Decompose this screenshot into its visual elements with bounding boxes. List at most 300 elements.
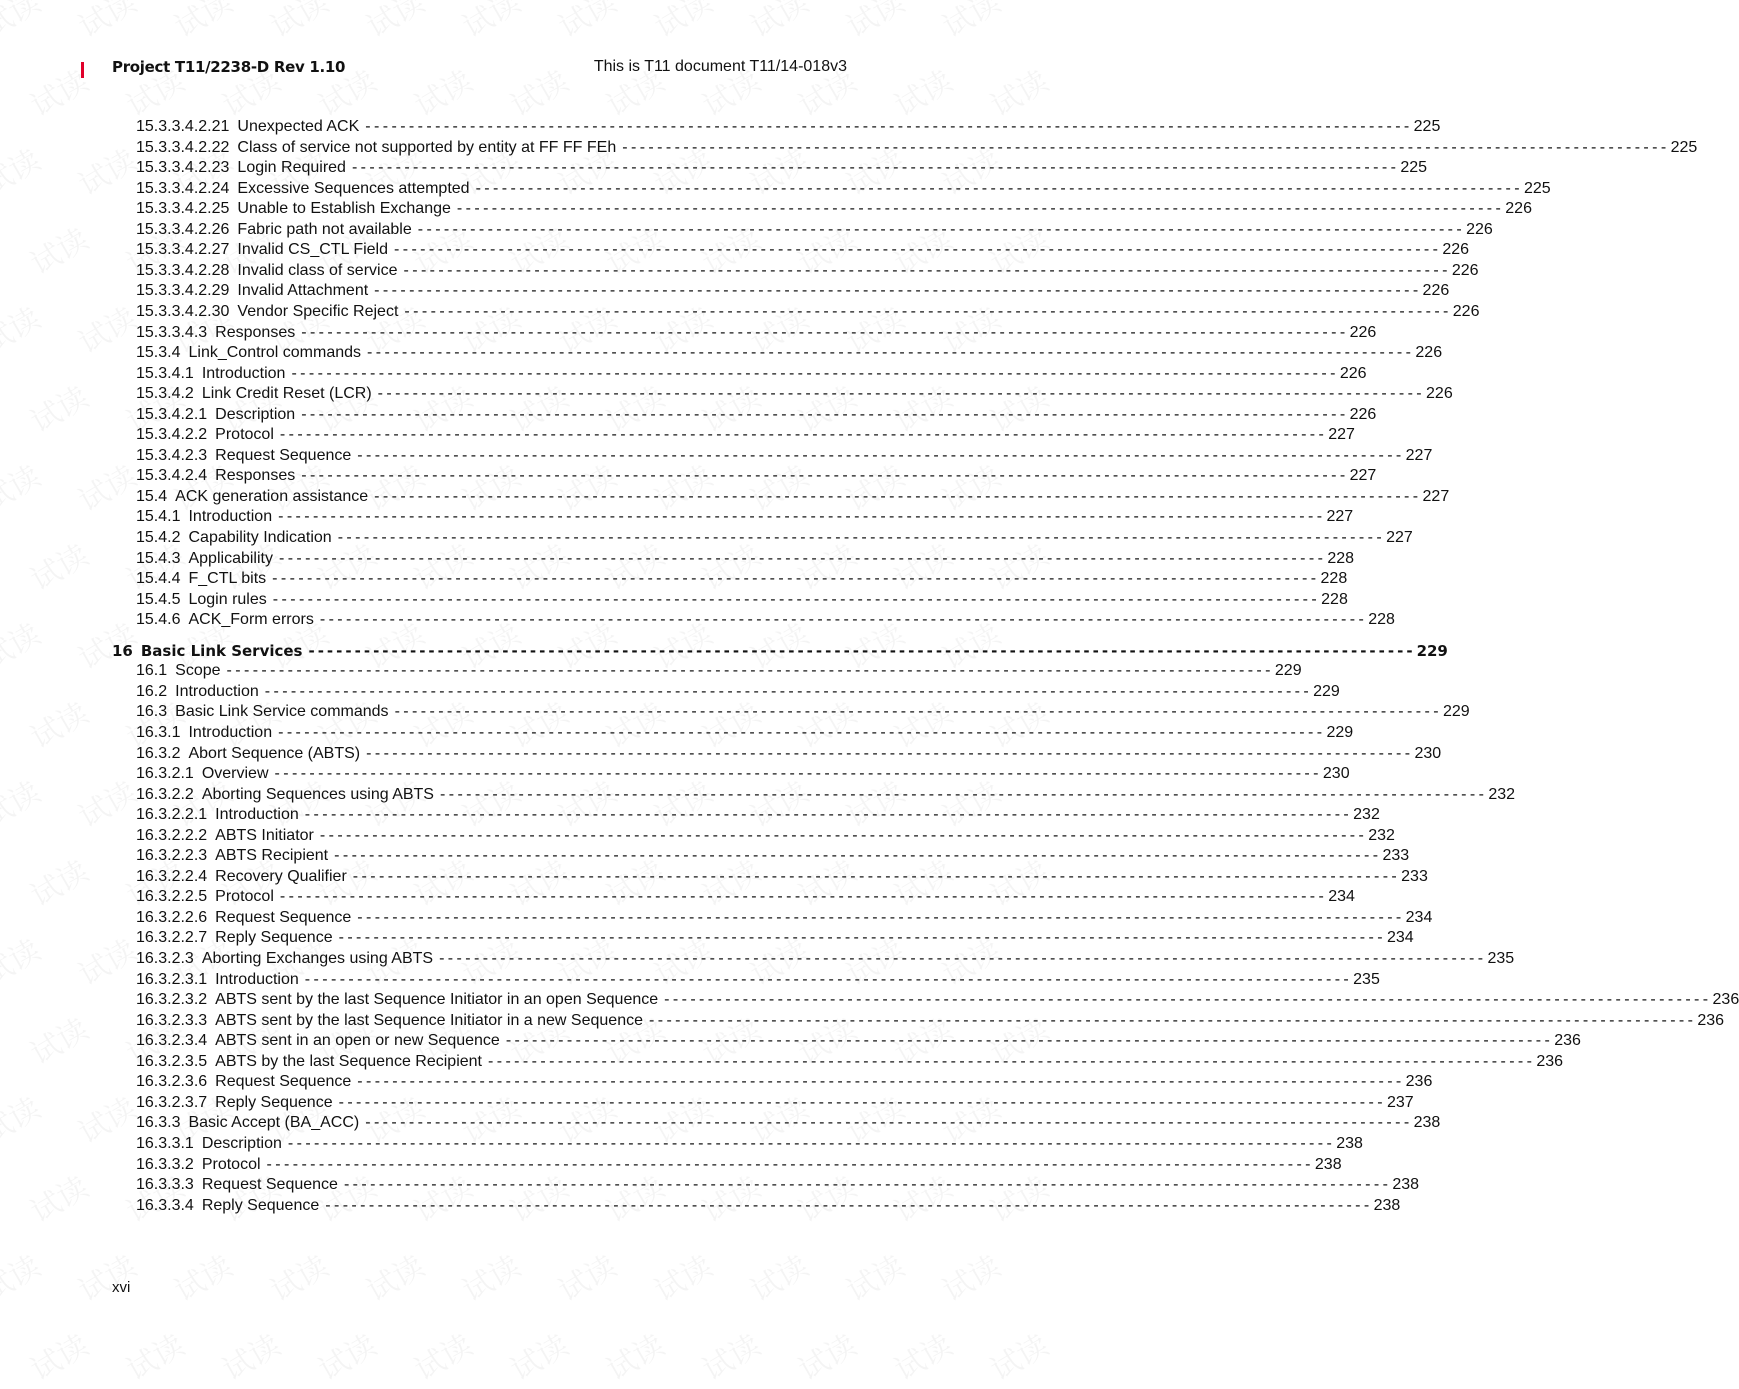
toc-dot-leader: ------------------------------------------------------------------------------------------------------------------------ — [272, 570, 1320, 588]
toc-entry-page: 227 — [1405, 446, 1433, 464]
toc-entry-number: 15.3.4.1 — [136, 364, 194, 382]
toc-entry[interactable] — [136, 744, 1442, 766]
toc-entry[interactable] — [136, 1155, 1342, 1177]
toc-entry-number: 15.4.4 — [136, 570, 181, 588]
toc-entry-page: 235 — [1487, 950, 1515, 967]
toc-entry-page: 226 — [1415, 344, 1443, 362]
toc-dot-leader: ------------------------------------------------------------------------------------------------------------------------ — [374, 487, 1422, 505]
toc-entry-page: 229 — [1416, 641, 1448, 660]
toc-entry-number: 15.3.3.4.2.25 — [136, 200, 230, 218]
toc-entry-title: Vendor Specific Reject — [237, 302, 399, 320]
watermark-mark — [165, 0, 239, 46]
toc-entry-title: Aborting Exchanges using ABTS — [201, 950, 434, 967]
toc-entry-page: 233 — [1401, 867, 1428, 885]
toc-entry[interactable] — [136, 970, 1380, 992]
toc-entry-title: Invalid CS_CTL Field — [237, 241, 388, 259]
toc-dot-leader: ------------------------------------------------------------------------------------------------------------------------ — [394, 241, 1442, 259]
toc-dot-leader: ------------------------------------------------------------------------------------------------------------------------ — [279, 888, 1328, 906]
toc-entry[interactable] — [136, 1114, 1441, 1135]
watermark-mark — [501, 57, 575, 125]
toc-entry-number: 15.4.1 — [136, 508, 181, 526]
toc-dot-leader: ------------------------------------------------------------------------------------------------------------------------ — [374, 282, 1422, 300]
toc-entry-number: 16.3.2.3.1 — [136, 970, 208, 988]
toc-entry[interactable] — [136, 682, 1340, 704]
toc-entry-page: 226 — [1426, 385, 1453, 403]
toc-entry-page: 228 — [1327, 549, 1355, 567]
toc-dot-leader: ------------------------------------------------------------------------------------------------------------------------ — [304, 970, 1353, 988]
toc-entry-title: Introduction — [201, 364, 286, 382]
toc-entry-page: 234 — [1328, 888, 1355, 906]
toc-entry-page: 226 — [1505, 200, 1532, 218]
toc-entry-page: 225 — [1670, 138, 1698, 156]
toc-entry[interactable] — [136, 426, 1355, 447]
toc-dot-leader: ------------------------------------------------------------------------------------------------------------------------ — [319, 826, 1368, 844]
toc-entry-title: Capability Indication — [188, 529, 332, 546]
watermark-mark — [309, 1321, 383, 1389]
toc-entry[interactable] — [136, 549, 1355, 571]
toc-dot-leader: ------------------------------------------------------------------------------------------------------------------------ — [264, 682, 1313, 700]
toc-entry-number: 15.4.6 — [136, 611, 181, 629]
toc-entry-title: Request Sequence — [215, 1073, 352, 1091]
toc-dot-leader: ------------------------------------------------------------------------------------------------------------------------ — [343, 1176, 1392, 1194]
watermark-mark — [21, 1005, 95, 1073]
toc-entry[interactable] — [136, 950, 1515, 971]
toc-dot-leader: ------------------------------------------------------------------------------------------------------------------------ — [291, 364, 1339, 382]
page-number: xvi — [112, 1279, 131, 1296]
toc-entry-page: 238 — [1373, 1196, 1401, 1214]
toc-entry-title: Protocol — [201, 1155, 261, 1173]
watermark-mark — [405, 1321, 479, 1389]
toc-entry[interactable] — [136, 344, 1443, 365]
toc-dot-leader: ------------------------------------------------------------------------------------------------------------------------ — [352, 867, 1401, 885]
toc-entry-number: 16.3.2.3.7 — [136, 1093, 208, 1111]
toc-dot-leader: ------------------------------------------------------------------------------------------------------------------------ — [274, 765, 1322, 783]
watermark-mark — [0, 610, 47, 678]
toc-entry[interactable] — [136, 385, 1453, 406]
toc-chapter-entry[interactable] — [112, 641, 1448, 663]
toc-entry-number: 16.3.2.3.2 — [136, 991, 208, 1009]
toc-entry[interactable] — [136, 826, 1395, 848]
watermark-mark — [69, 1084, 143, 1152]
toc-entry-page: 236 — [1405, 1073, 1433, 1091]
toc-entry-number: 15.3.3.4.2.24 — [136, 179, 230, 197]
toc-entry-title: Login Required — [237, 159, 346, 177]
revision-bar — [81, 62, 84, 78]
watermark-mark — [0, 1084, 47, 1152]
toc-dot-leader: ------------------------------------------------------------------------------------------------------------------------ — [304, 806, 1353, 824]
watermark-mark — [0, 0, 47, 46]
toc-entry-title: Invalid Attachment — [237, 282, 369, 300]
toc-entry-number: 16.3.3.3 — [136, 1176, 194, 1194]
toc-entry-page: 227 — [1328, 426, 1355, 444]
watermark-mark — [885, 57, 959, 125]
toc-entry-page: 229 — [1326, 723, 1354, 741]
toc-dot-leader: ------------------------------------------------------------------------------------------------------------------------ — [505, 1032, 1554, 1050]
toc-entry[interactable] — [136, 405, 1377, 427]
toc-entry-number: 15.3.4.2.3 — [136, 446, 208, 464]
toc-entry-page: 226 — [1451, 261, 1479, 279]
toc-entry[interactable] — [136, 323, 1377, 345]
toc-entry-title: Applicability — [188, 549, 273, 567]
toc-entry-page: 232 — [1368, 826, 1395, 844]
toc-entry-title: Link_Control commands — [188, 344, 362, 362]
toc-entry-page: 232 — [1488, 785, 1516, 803]
watermark-mark — [741, 0, 815, 46]
toc-entry-number: 16.1 — [136, 662, 168, 680]
toc-entry-page: 225 — [1400, 159, 1428, 177]
toc-dot-leader: ------------------------------------------------------------------------------------------------------------------------ — [278, 723, 1326, 741]
watermark-mark — [21, 1321, 95, 1389]
toc-entry-title: ABTS sent by the last Sequence Initiator in an open Sequence — [215, 991, 659, 1009]
toc-entry[interactable] — [136, 929, 1414, 950]
toc-entry-page: 227 — [1349, 467, 1377, 485]
toc-entry[interactable] — [136, 662, 1302, 683]
toc-entry[interactable] — [136, 364, 1367, 386]
toc-entry[interactable] — [136, 261, 1479, 283]
toc-entry-page: 238 — [1336, 1134, 1363, 1152]
watermark-mark — [837, 1242, 911, 1310]
toc-entry-number: 16.3.3.4 — [136, 1196, 194, 1214]
document-id: This is T11 document T11/14-018v3 — [593, 58, 847, 75]
toc-entry[interactable] — [136, 847, 1410, 868]
toc-entry-number: 16.3.3.2 — [136, 1155, 194, 1173]
watermark-mark — [69, 768, 143, 836]
toc-dot-leader: ------------------------------------------------------------------------------------------------------------------------ — [377, 385, 1426, 403]
toc-entry-title: Protocol — [215, 888, 274, 906]
watermark-mark — [549, 0, 623, 46]
toc-entry[interactable] — [136, 467, 1377, 488]
toc-dot-leader: ------------------------------------------------------------------------------------------------------------------------ — [394, 703, 1442, 721]
toc-entry-title: Introduction — [215, 970, 299, 988]
toc-entry-number: 15.4.3 — [136, 549, 181, 567]
toc-dot-leader: ------------------------------------------------------------------------------------------------------------------------ — [337, 529, 1386, 546]
toc-dot-leader: ------------------------------------------------------------------------------------------------------------------------ — [319, 611, 1368, 629]
toc-dot-leader: ------------------------------------------------------------------------------------------------------------------------ — [439, 950, 1487, 967]
toc-entry-number: 15.4.2 — [136, 529, 181, 546]
toc-entry-page: 238 — [1392, 1176, 1420, 1194]
toc-entry[interactable] — [136, 1073, 1433, 1094]
toc-entry-title: Basic Link Services — [140, 641, 303, 660]
toc-dot-leader: ------------------------------------------------------------------------------------------------------------------------ — [338, 929, 1386, 947]
toc-entry-number: 16.3.1 — [136, 723, 181, 741]
project-title: Project T11/2238-D Rev 1.10 — [112, 58, 346, 76]
toc-entry-number: 16.3.2.1 — [136, 765, 194, 783]
toc-entry[interactable] — [136, 611, 1395, 632]
watermark-mark — [21, 531, 95, 599]
toc-dot-leader: ------------------------------------------------------------------------------------------------------------------------ — [417, 220, 1466, 238]
watermark-mark — [0, 136, 47, 204]
toc-entry-number: 16.3 — [136, 703, 168, 721]
toc-entry-number: 16.3.2.2 — [136, 785, 194, 803]
toc-entry-title: Reply Sequence — [215, 1093, 333, 1111]
toc-entry[interactable] — [136, 991, 1739, 1012]
toc-entry[interactable] — [136, 570, 1348, 591]
toc-entry[interactable] — [136, 806, 1380, 827]
toc-entry-number: 16.3.2.3.3 — [136, 1011, 208, 1029]
toc-entry-number: 15.4 — [136, 487, 168, 505]
watermark-mark — [981, 1321, 1055, 1389]
toc-entry-number: 16.3.2.2.5 — [136, 888, 208, 906]
toc-entry[interactable] — [136, 590, 1348, 612]
toc-entry-number: 15.3.3.4.2.21 — [136, 118, 230, 135]
toc-entry-title: Responses — [215, 467, 296, 485]
toc-entry-title: Introduction — [188, 508, 273, 526]
toc-entry[interactable] — [136, 529, 1413, 550]
watermark-mark — [0, 926, 47, 994]
toc-entry[interactable] — [136, 241, 1470, 262]
toc-entry-number: 15.3.4 — [136, 344, 181, 362]
toc-entry-title: Request Sequence — [215, 908, 352, 926]
toc-entry-title: ABTS sent in an open or new Sequence — [215, 1032, 500, 1050]
toc-entry[interactable] — [136, 1134, 1363, 1156]
toc-dot-leader: ------------------------------------------------------------------------------------------------------------------------ — [278, 549, 1327, 567]
watermark-mark — [69, 1242, 143, 1310]
toc-entry-title: F_CTL bits — [188, 570, 267, 588]
watermark-mark — [21, 373, 95, 441]
toc-entry-page: 232 — [1353, 806, 1380, 824]
toc-dot-leader: ------------------------------------------------------------------------------------------------------------------------ — [357, 908, 1405, 926]
watermark-mark — [69, 452, 143, 520]
toc-entry-number: 16.3.2.3.4 — [136, 1032, 208, 1050]
toc-entry-page: 228 — [1368, 611, 1395, 629]
toc-entry[interactable] — [136, 1093, 1414, 1115]
toc-dot-leader: ------------------------------------------------------------------------------------------------------------------------ — [334, 847, 1382, 865]
toc-entry-title: ABTS by the last Sequence Recipient — [215, 1052, 482, 1070]
toc-entry-page: 226 — [1466, 220, 1493, 238]
toc-entry-page: 226 — [1452, 302, 1480, 320]
toc-entry-number: 16.3.3.1 — [136, 1134, 194, 1152]
toc-entry-page: 235 — [1353, 970, 1380, 988]
toc-entry[interactable] — [136, 1176, 1420, 1197]
toc-entry-title: Login rules — [188, 590, 267, 608]
toc-entry-page: 227 — [1386, 529, 1413, 546]
toc-entry-page: 226 — [1339, 364, 1367, 382]
watermark-mark — [0, 768, 47, 836]
toc-entry-page: 226 — [1349, 323, 1377, 341]
toc-entry-title: Description — [215, 405, 296, 423]
toc-entry-number: 15.3.3.4.2.29 — [136, 282, 230, 300]
toc-dot-leader: ------------------------------------------------------------------------------------------------------------------------ — [365, 118, 1413, 135]
toc-entry-number: 15.3.3.4.2.30 — [136, 302, 230, 320]
toc-dot-leader: ------------------------------------------------------------------------------------------------------------------------ — [649, 1011, 1697, 1029]
toc-entry[interactable] — [136, 282, 1450, 303]
toc-dot-leader: ------------------------------------------------------------------------------------------------------------------------ — [664, 991, 1712, 1009]
toc-dot-leader: ------------------------------------------------------------------------------------------------------------------------ — [338, 1093, 1386, 1111]
toc-dot-leader: ------------------------------------------------------------------------------------------------------------------------ — [272, 590, 1321, 608]
toc-entry-title: Reply Sequence — [201, 1196, 320, 1214]
watermark-mark — [789, 1321, 863, 1389]
toc-entry-page: 227 — [1326, 508, 1354, 526]
toc-entry-number: 15.3.4.2 — [136, 385, 194, 403]
watermark-mark — [117, 1321, 191, 1389]
toc-entry[interactable] — [136, 703, 1470, 724]
toc-entry-title: Scope — [175, 662, 221, 680]
toc-entry-page: 230 — [1414, 744, 1442, 762]
toc-entry[interactable] — [136, 1011, 1725, 1033]
toc-entry-number: 15.3.3.4.2.27 — [136, 241, 230, 259]
toc-entry-number: 16.3.2.3 — [136, 950, 194, 967]
toc-entry-page: 229 — [1274, 662, 1302, 680]
watermark-mark — [837, 0, 911, 46]
toc-entry-title: ABTS sent by the last Sequence Initiator in a new Sequence — [215, 1011, 643, 1029]
toc-entry-number: 15.4.5 — [136, 590, 181, 608]
toc-entry-page: 236 — [1536, 1052, 1564, 1070]
toc-dot-leader: ------------------------------------------------------------------------------------------------------------------------ — [439, 785, 1488, 803]
toc-dot-leader: ------------------------------------------------------------------------------------------------------------------------ — [622, 138, 1670, 156]
toc-entry-number: 15.3.3.4.3 — [136, 323, 208, 341]
toc-entry[interactable] — [136, 508, 1354, 529]
toc-entry-title: Unable to Establish Exchange — [237, 200, 451, 218]
toc-dot-leader: ------------------------------------------------------------------------------------------------------------------------ — [475, 179, 1523, 197]
toc-entry-page: 233 — [1382, 847, 1410, 865]
toc-entry-title: Responses — [215, 323, 296, 341]
toc-entry-page: 225 — [1523, 179, 1551, 197]
toc-entry-title: Link Credit Reset (LCR) — [201, 385, 372, 403]
watermark-mark — [645, 0, 719, 46]
watermark-mark — [213, 1321, 287, 1389]
toc-entry-number: 15.3.4.2.4 — [136, 467, 208, 485]
toc-entry-number: 15.3.3.4.2.26 — [136, 220, 230, 238]
toc-entry-page: 228 — [1320, 570, 1348, 588]
toc-entry-number: 16.3.2.2.7 — [136, 929, 208, 947]
toc-dot-leader: ------------------------------------------------------------------------------------------------------------------------ — [325, 1196, 1373, 1214]
watermark-mark — [69, 926, 143, 994]
toc-dot-leader: ------------------------------------------------------------------------------------------------------------------------ — [287, 1134, 1336, 1152]
watermark-mark — [453, 0, 527, 46]
toc-entry[interactable] — [136, 200, 1532, 221]
toc-entry-page: 229 — [1313, 682, 1340, 700]
watermark-mark — [0, 452, 47, 520]
watermark-mark — [21, 1163, 95, 1231]
toc-entry[interactable] — [136, 888, 1355, 909]
toc-entry-title: Introduction — [215, 806, 299, 824]
toc-entry-title: Class of service not supported by entity at FF FF FEh — [237, 138, 617, 156]
toc-entry-number: 16 — [112, 641, 133, 660]
toc-entry[interactable] — [136, 867, 1428, 889]
toc-entry[interactable] — [136, 138, 1698, 160]
toc-dot-leader: ------------------------------------------------------------------------------------------------------------------------ — [301, 405, 1349, 423]
toc-entry[interactable] — [136, 765, 1350, 786]
watermark-mark — [261, 1242, 335, 1310]
toc-entry-title: ACK generation assistance — [175, 487, 369, 505]
watermark-mark — [21, 847, 95, 915]
toc-entry-number: 15.3.4.2.1 — [136, 405, 208, 423]
toc-entry-number: 15.3.3.4.2.23 — [136, 159, 230, 177]
toc-dot-leader: ------------------------------------------------------------------------------------------------------------------------ — [357, 1073, 1405, 1091]
watermark-mark — [405, 57, 479, 125]
toc-entry-title: Basic Accept (BA_ACC) — [188, 1114, 360, 1132]
toc-entry[interactable] — [136, 723, 1354, 745]
toc-dot-leader: ------------------------------------------------------------------------------------------------------------------------ — [308, 641, 1416, 660]
toc-entry[interactable] — [136, 118, 1441, 139]
watermark-mark — [453, 1242, 527, 1310]
toc-dot-leader: ------------------------------------------------------------------------------------------------------------------------ — [266, 1155, 1314, 1173]
toc-dot-leader: ------------------------------------------------------------------------------------------------------------------------ — [366, 744, 1414, 762]
watermark-mark — [981, 57, 1055, 125]
watermark-mark — [885, 1321, 959, 1389]
watermark-mark — [0, 294, 47, 362]
toc-dot-leader: ------------------------------------------------------------------------------------------------------------------------ — [365, 1114, 1413, 1132]
toc-entry-number: 16.3.2.2.4 — [136, 867, 208, 885]
toc-entry-number: 16.3.2.3.5 — [136, 1052, 208, 1070]
toc-entry[interactable] — [136, 1032, 1581, 1053]
toc-entry[interactable] — [136, 179, 1551, 201]
watermark-mark — [357, 0, 431, 46]
watermark-mark — [933, 1242, 1007, 1310]
toc-entry[interactable] — [136, 302, 1480, 324]
watermark-mark — [21, 689, 95, 757]
toc-entry-title: Invalid class of service — [237, 261, 398, 279]
toc-entry-number: 16.3.2.2.2 — [136, 826, 208, 844]
toc-entry-title: Request Sequence — [215, 446, 352, 464]
toc-entry-title: ACK_Form errors — [188, 611, 314, 629]
toc-entry-page: 226 — [1349, 405, 1377, 423]
watermark-mark — [597, 1321, 671, 1389]
toc-dot-leader: ------------------------------------------------------------------------------------------------------------------------ — [488, 1052, 1536, 1070]
toc-entry[interactable] — [136, 220, 1493, 242]
watermark-mark — [693, 1321, 767, 1389]
toc-entry-page: 236 — [1712, 991, 1739, 1009]
watermark-mark — [741, 1242, 815, 1310]
toc-entry-title: Protocol — [215, 426, 274, 444]
watermark-mark — [21, 215, 95, 283]
toc-dot-leader: ------------------------------------------------------------------------------------------------------------------------ — [367, 344, 1415, 362]
toc-entry[interactable] — [136, 785, 1516, 807]
toc-entry-page: 234 — [1405, 908, 1433, 926]
toc-entry-number: 15.3.3.4.2.22 — [136, 138, 230, 156]
toc-entry-title: Fabric path not available — [237, 220, 412, 238]
toc-entry-page: 228 — [1321, 590, 1348, 608]
toc-entry-number: 16.2 — [136, 682, 168, 700]
toc-dot-leader: ------------------------------------------------------------------------------------------------------------------------ — [301, 323, 1349, 341]
toc-entry-number: 16.3.2.2.1 — [136, 806, 208, 824]
toc-entry-number: 16.3.3 — [136, 1114, 181, 1132]
toc-entry-title: Description — [201, 1134, 282, 1152]
toc-dot-leader: ------------------------------------------------------------------------------------------------------------------------ — [278, 508, 1326, 526]
toc-dot-leader: ------------------------------------------------------------------------------------------------------------------------ — [351, 159, 1400, 177]
toc-entry-page: 226 — [1422, 282, 1450, 300]
toc-entry-title: Recovery Qualifier — [215, 867, 347, 885]
toc-entry-title: Unexpected ACK — [237, 118, 360, 135]
toc-entry[interactable] — [136, 159, 1428, 180]
toc-entry-number: 16.3.2.3.6 — [136, 1073, 208, 1091]
toc-entry[interactable] — [136, 487, 1450, 509]
toc-entry-title: Aborting Sequences using ABTS — [201, 785, 434, 803]
toc-entry-title: Introduction — [175, 682, 259, 700]
toc-entry[interactable] — [136, 908, 1433, 930]
watermark-mark — [933, 0, 1007, 46]
toc-entry-page: 225 — [1413, 118, 1441, 135]
toc-entry-number: 16.3.2.2.6 — [136, 908, 208, 926]
toc-dot-leader: ------------------------------------------------------------------------------------------------------------------------ — [404, 302, 1452, 320]
watermark-mark — [261, 0, 335, 46]
toc-dot-leader: ------------------------------------------------------------------------------------------------------------------------ — [357, 446, 1405, 464]
toc-entry-page: 238 — [1413, 1114, 1441, 1132]
toc-entry-title: ABTS Initiator — [215, 826, 314, 844]
toc-dot-leader: ------------------------------------------------------------------------------------------------------------------------ — [403, 261, 1451, 279]
toc-entry-title: Request Sequence — [201, 1176, 338, 1194]
toc-entry-title: ABTS Recipient — [215, 847, 329, 865]
toc-entry-title: Reply Sequence — [215, 929, 333, 947]
toc-entry[interactable] — [136, 1052, 1564, 1074]
toc-entry-number: 16.3.2 — [136, 744, 181, 762]
toc-entry-page: 229 — [1442, 703, 1470, 721]
watermark-mark — [69, 136, 143, 204]
toc-entry[interactable] — [136, 1196, 1401, 1218]
toc-entry[interactable] — [136, 446, 1433, 468]
toc-entry-page: 238 — [1314, 1155, 1342, 1173]
toc-entry-page: 230 — [1322, 765, 1350, 783]
